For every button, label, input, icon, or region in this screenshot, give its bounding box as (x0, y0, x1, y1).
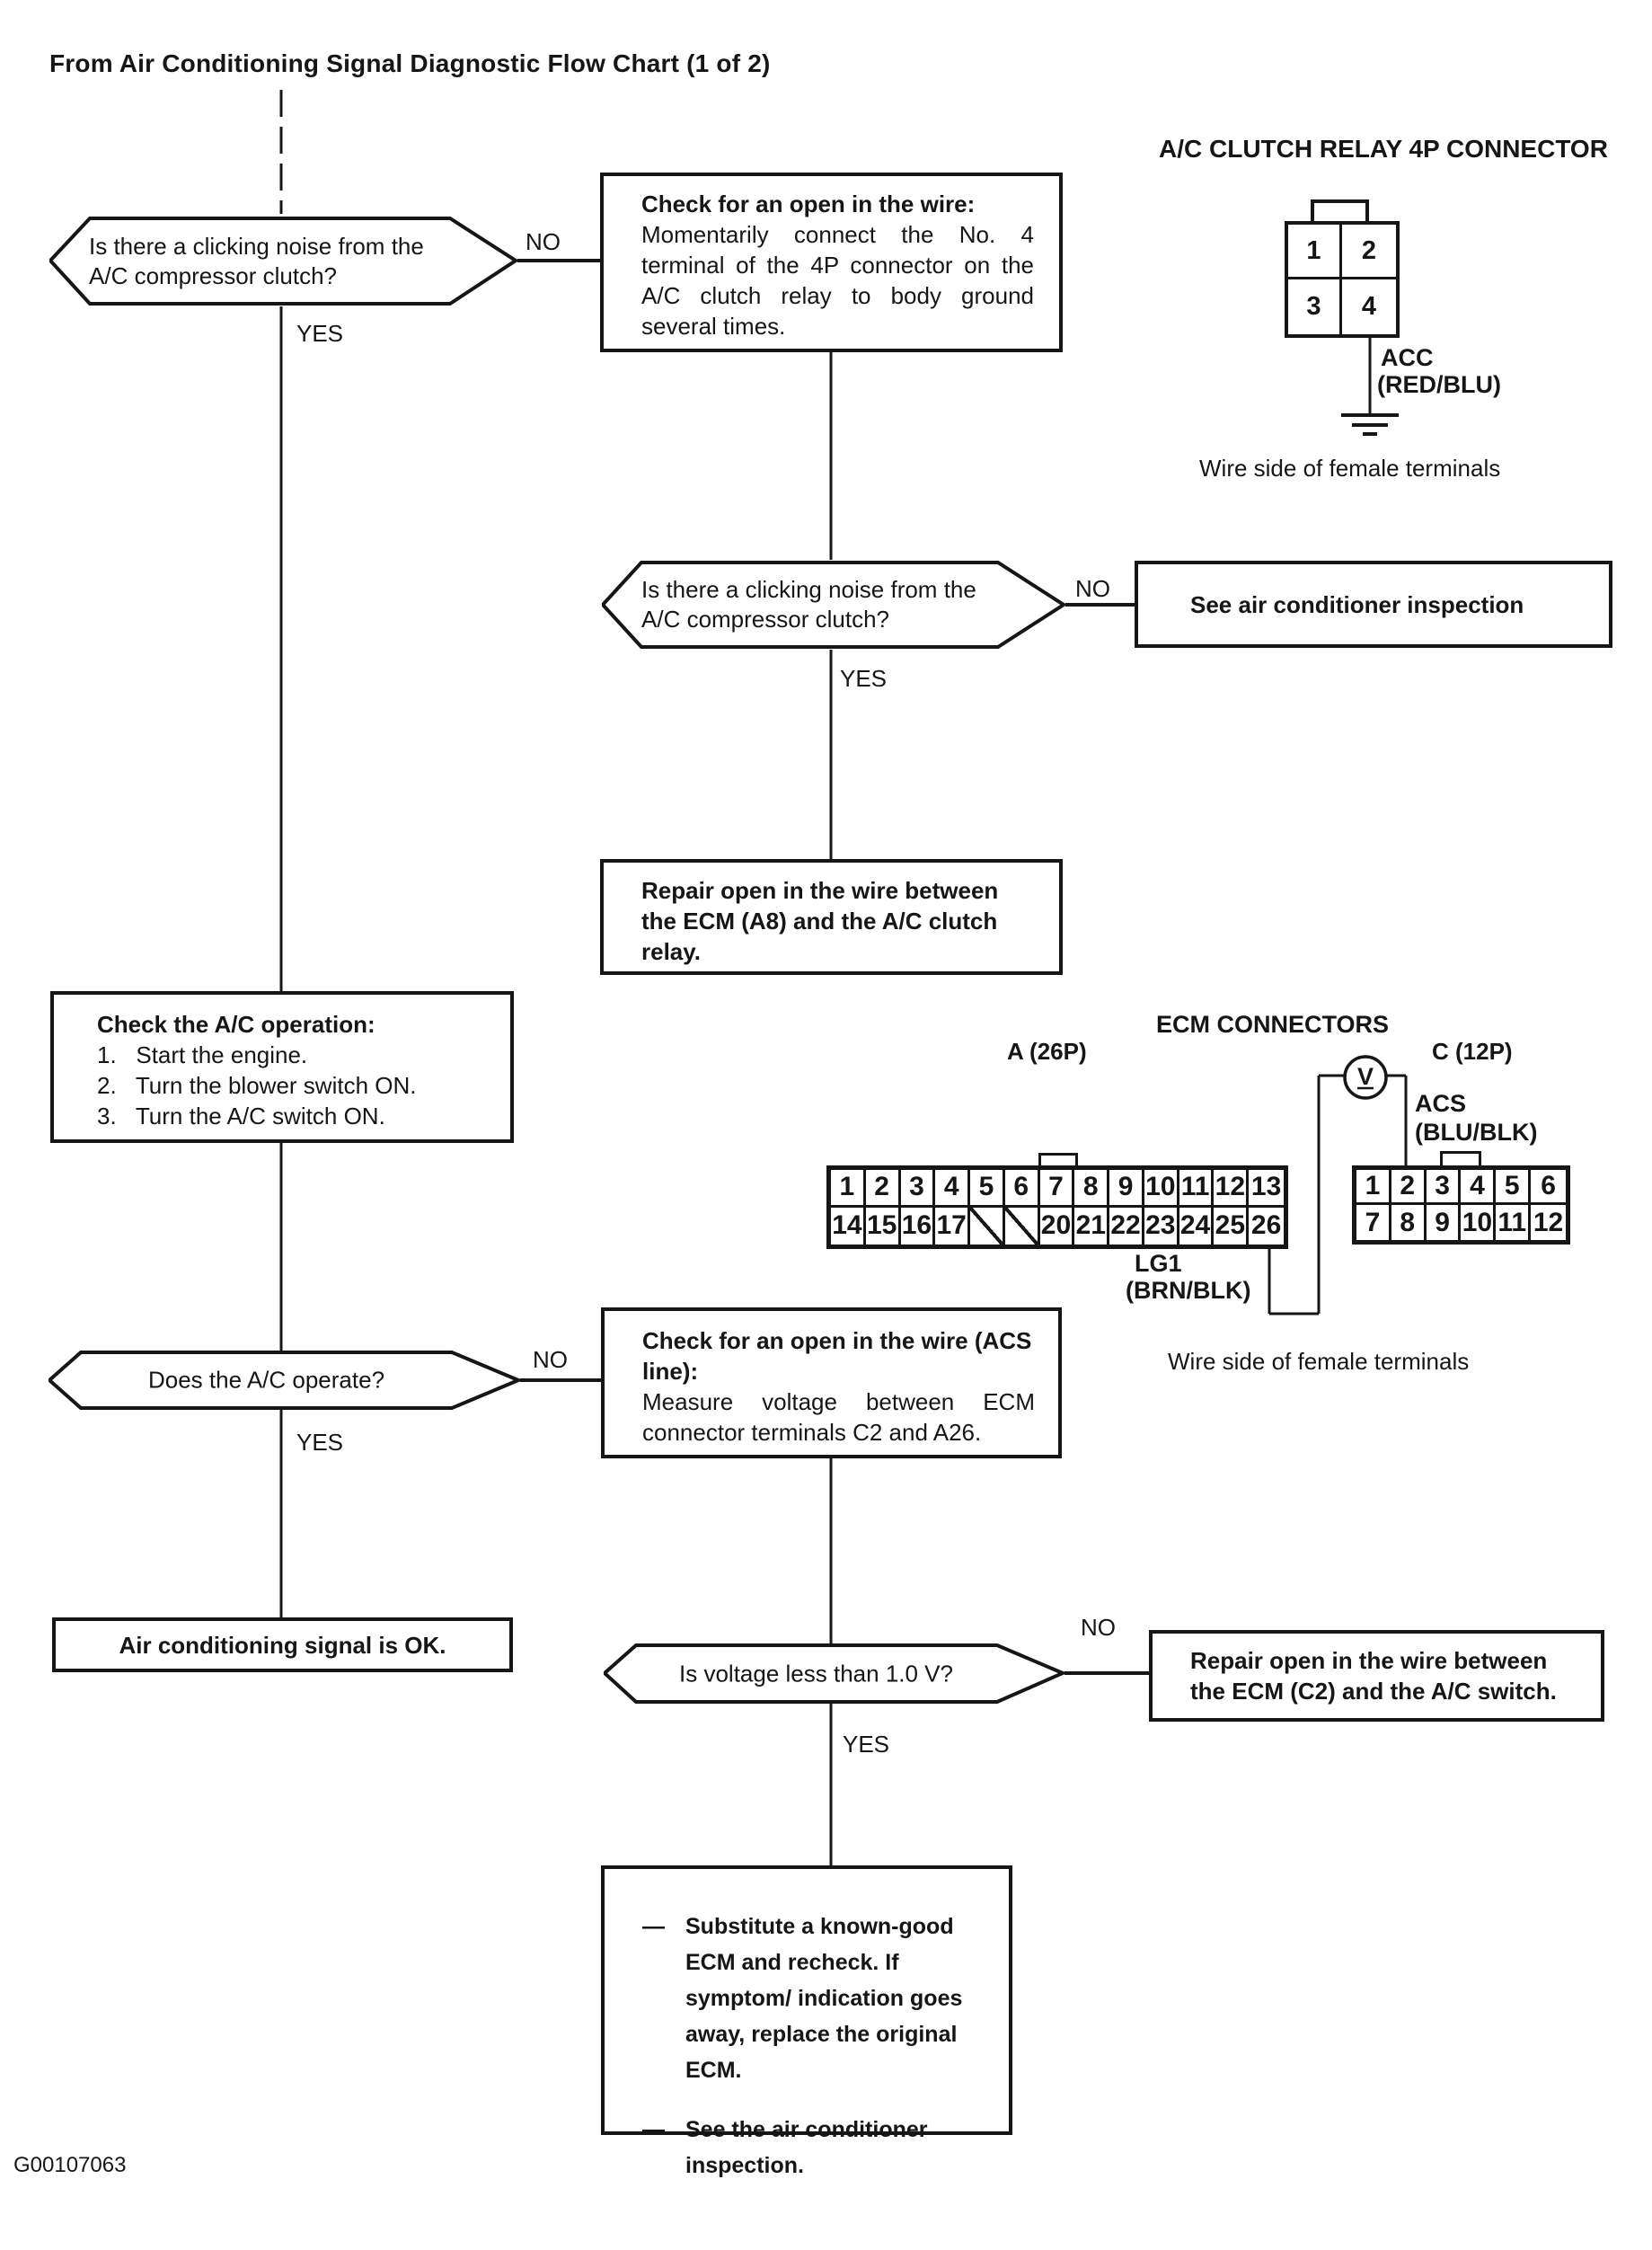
pin-cell: 3 (1288, 279, 1342, 334)
pin-cell: 3 (901, 1170, 936, 1208)
branch-label-no: NO (1075, 575, 1110, 602)
pin-cell: 25 (1214, 1208, 1249, 1245)
pin-cell: 12 (1214, 1170, 1249, 1208)
pin-cell: 4 (1361, 292, 1377, 321)
pin-cell: 17 (935, 1208, 970, 1245)
lg1-wire-color: (BRN/BLK) (1126, 1277, 1251, 1304)
terminal-substitute-ecm (601, 1865, 1012, 2178)
pin-cell: 6 (1005, 1170, 1040, 1208)
pin-cell: 2 (1342, 225, 1396, 279)
terminal-signal-ok (52, 1617, 513, 1672)
ecm-caption: Wire side of female terminals (1168, 1348, 1470, 1375)
pin-cell: 7 (1356, 1205, 1391, 1240)
action-check-ac-operation (50, 991, 514, 1143)
step-text: Start the engine. (136, 1041, 308, 1068)
terminal-text: Repair open in the wire between the ECM (A8) and the A/C clutch relay. (641, 877, 999, 965)
item-text: Substitute a known-good ECM and recheck. If symptom/ indication goes away, replace the original ECM. (685, 1914, 963, 2083)
pin-cell: 6 (1531, 1170, 1566, 1205)
pin-cell: 14 (831, 1208, 866, 1245)
pin-cell: 7 (1040, 1170, 1075, 1208)
ecm-a-connector (826, 1165, 1288, 1249)
pin-cell: 10 (1461, 1205, 1496, 1240)
ecm-a-label: A (26P) (1007, 1038, 1087, 1065)
list-item (605, 1909, 993, 2088)
step-3 (97, 1101, 492, 1131)
acs-wire-color: (BLU/BLK) (1415, 1119, 1538, 1146)
step-2 (97, 1070, 492, 1101)
pin-cell: 8 (1391, 1205, 1427, 1240)
decision-question: Is there a clicking noise from the A/C compressor clutch? (641, 576, 976, 633)
relay-wire-label: ACC (1381, 344, 1434, 371)
decision-question: Is voltage less than 1.0 V? (679, 1660, 953, 1687)
pin-cell: 12 (1533, 1207, 1564, 1237)
decision-voltage-less-1v (604, 1643, 1065, 1704)
relay-connector-title: A/C CLUTCH RELAY 4P CONNECTOR (1159, 135, 1608, 163)
item-text: See the air conditioner inspection. (685, 2117, 928, 2178)
decision-question: Does the A/C operate? (147, 1366, 385, 1394)
ecm-c-label: C (12P) (1432, 1038, 1513, 1065)
ecm-connectors-title: ECM CONNECTORS (1156, 1011, 1390, 1038)
lg1-wire-label: LG1 (1135, 1250, 1182, 1277)
action-check-acs-line (601, 1307, 1062, 1458)
step-1 (97, 1040, 492, 1070)
action-title: Check for an open in the wire (ACS line): (642, 1327, 1032, 1385)
pin-cell: 2 (866, 1170, 901, 1208)
page-title: From Air Conditioning Signal Diagnostic Flow Chart (1 of 2) (49, 49, 771, 77)
list-item (605, 2112, 993, 2184)
branch-label-yes: YES (296, 320, 344, 347)
terminal-repair-c2 (1149, 1630, 1604, 1722)
pin-cell: 1 (831, 1170, 866, 1208)
pin-cell: 5 (970, 1170, 1005, 1208)
branch-label-yes: YES (296, 1429, 344, 1456)
decision-question: Is there a clicking noise from the A/C compressor clutch? (89, 232, 424, 289)
relay-connector-tab (1311, 199, 1369, 223)
pin-cell: 13 (1249, 1170, 1284, 1208)
pin-cell: 11 (1496, 1205, 1531, 1240)
pin-cell: 20 (1040, 1208, 1075, 1245)
action-title: Check for an open in the wire: (641, 190, 976, 217)
blanked-pin-cell (1005, 1208, 1040, 1245)
decision-clicking-noise-1 (49, 216, 517, 306)
branch-label-no: NO (526, 228, 561, 255)
terminal-text: Air conditioning signal is OK. (119, 1631, 446, 1659)
terminal-repair-a8 (600, 859, 1063, 975)
step-text: Turn the A/C switch ON. (135, 1103, 385, 1129)
pin-cell: 4 (935, 1170, 970, 1208)
branch-label-yes: YES (843, 1731, 890, 1758)
pin-cell: 4 (1461, 1170, 1496, 1205)
pin-cell: 9 (1427, 1205, 1462, 1240)
relay-caption: Wire side of female terminals (1199, 455, 1501, 482)
pin-cell: 9 (1109, 1170, 1144, 1208)
ecm-c-connector (1352, 1165, 1570, 1245)
pin-cell: 10 (1144, 1170, 1179, 1208)
terminal-text: Repair open in the wire between the ECM (C2) and the A/C switch. (1190, 1647, 1557, 1705)
figure-code: G00107063 (13, 2153, 127, 2177)
pin-cell: 15 (866, 1208, 901, 1245)
pin-cell: 5 (1496, 1170, 1531, 1205)
step-number: 1. (97, 1041, 117, 1068)
pin-cell: 11 (1179, 1170, 1215, 1208)
action-check-open-wire (600, 173, 1063, 352)
step-number: 2. (97, 1072, 117, 1099)
dash-bullet: — (642, 1914, 665, 1939)
step-number: 3. (97, 1103, 117, 1129)
pin-cell: 16 (901, 1208, 936, 1245)
branch-label-no: NO (1081, 1614, 1116, 1641)
decision-clicking-noise-2 (602, 560, 1065, 650)
relay-wire-color: (RED/BLU) (1377, 371, 1501, 398)
action-body: Momentarily connect the No. 4 terminal of the 4P connector on the A/C clutch relay to body ground several times. (641, 221, 1034, 340)
terminal-see-ac-inspection (1135, 561, 1612, 648)
pin-cell: 1 (1356, 1170, 1391, 1205)
pin-cell: 24 (1179, 1208, 1215, 1245)
decision-does-ac-operate (49, 1351, 520, 1410)
pin-cell: 3 (1427, 1170, 1462, 1205)
pin-cell: 21 (1074, 1208, 1109, 1245)
blanked-pin-cell (970, 1208, 1005, 1245)
step-text: Turn the blower switch ON. (135, 1072, 417, 1099)
action-body: Measure voltage between ECM connector terminals C2 and A26. (642, 1388, 1035, 1446)
pin-cell: 26 (1250, 1210, 1282, 1241)
branch-label-yes: YES (840, 665, 888, 692)
dash-bullet: — (642, 2117, 665, 2142)
terminal-text: See air conditioner inspection (1190, 590, 1524, 618)
pin-cell: 8 (1074, 1170, 1109, 1208)
acs-wire-label: ACS (1415, 1090, 1467, 1117)
action-title: Check the A/C operation: (97, 1011, 375, 1038)
pin-cell: 23 (1144, 1208, 1179, 1245)
branch-label-no: NO (533, 1346, 568, 1373)
pin-cell: 22 (1109, 1208, 1144, 1245)
pin-cell: 1 (1288, 225, 1342, 279)
voltmeter-symbol: V (1356, 1063, 1374, 1090)
pin-cell: 2 (1391, 1170, 1427, 1205)
relay-4p-connector (1285, 221, 1400, 338)
